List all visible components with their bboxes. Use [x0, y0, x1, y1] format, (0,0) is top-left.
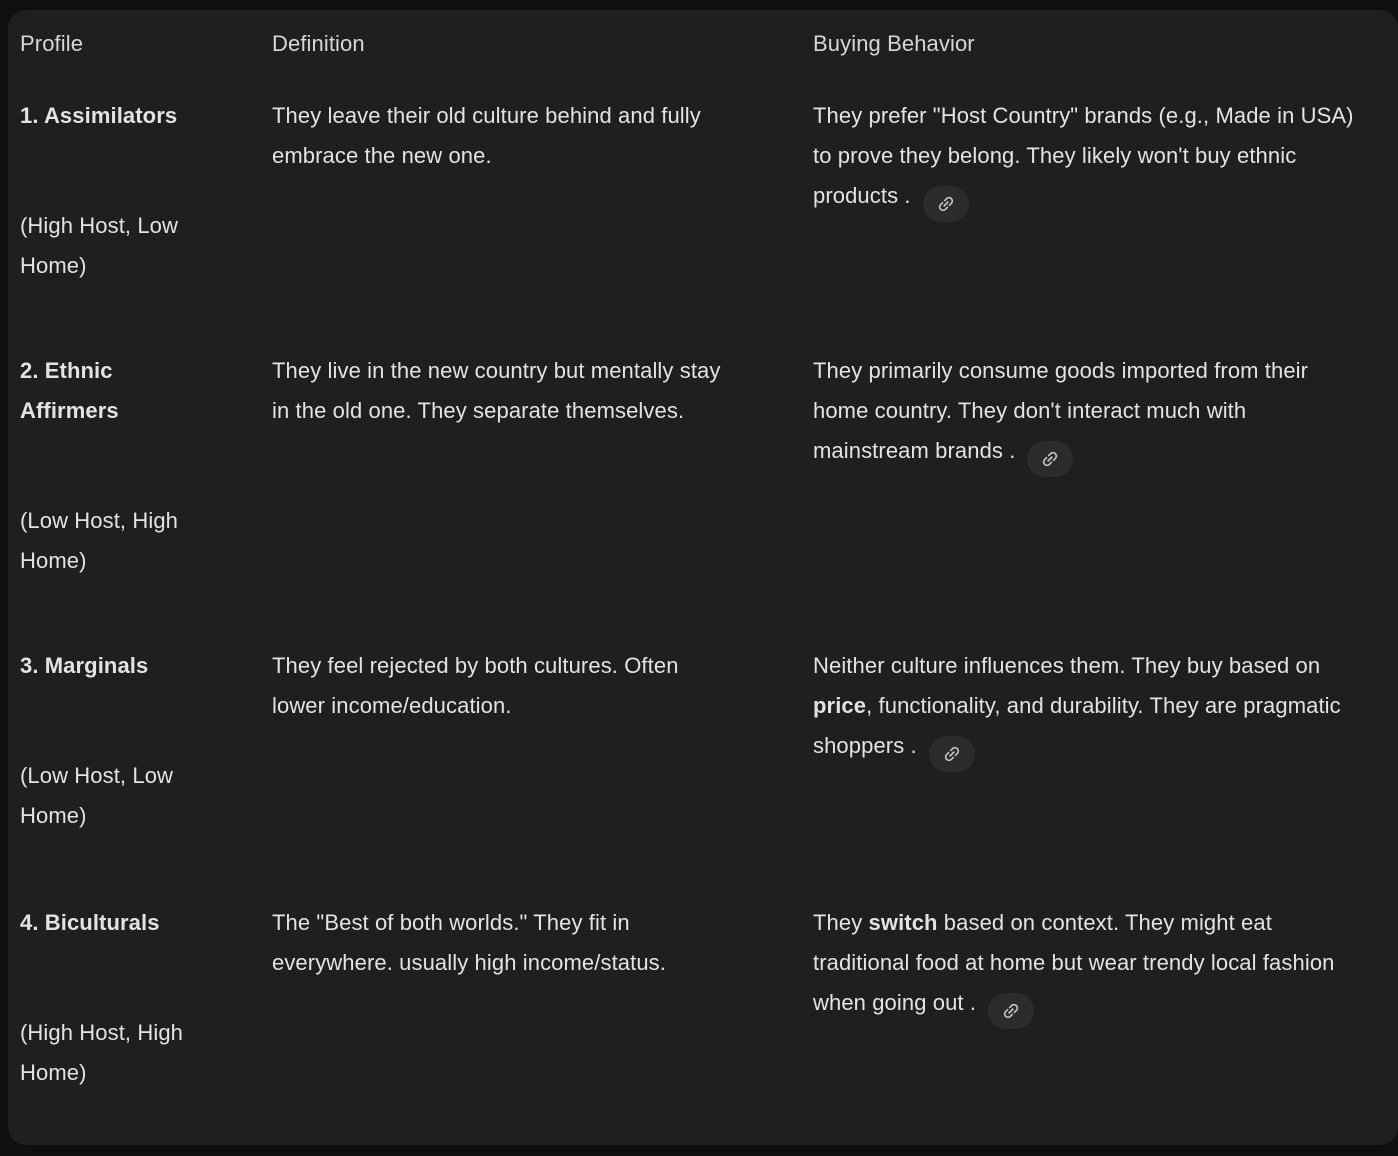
link-icon — [936, 194, 956, 214]
profile-acculturation-level: (High Host, Low Home) — [20, 213, 179, 278]
profile-acculturation-level: (Low Host, High Home) — [20, 508, 179, 573]
buying-behavior-cell — [813, 81, 1398, 336]
buying-behavior-text: They prefer "Host Country" brands (e.g., Made in USA) to prove they belong. They likely won't buy ethnic products . — [813, 103, 1354, 208]
column-header-definition: Definition — [272, 31, 365, 56]
profile-cell — [20, 888, 272, 1145]
column-header-buying-behavior: Buying Behavior — [813, 31, 975, 56]
profile-name: 3. Marginals — [20, 653, 149, 678]
buying-behavior-cell — [813, 888, 1398, 1145]
profile-cell — [20, 631, 272, 888]
table-row — [20, 81, 1398, 336]
citation-link[interactable] — [1027, 441, 1073, 477]
profile-name: 4. Biculturals — [20, 910, 160, 935]
table-header-row — [20, 10, 1398, 81]
buying-behavior-text: They primarily consume goods imported from their home country. They don't interact much with mainstream brands . — [813, 358, 1309, 463]
column-header-profile: Profile — [20, 31, 84, 56]
citation-link[interactable] — [929, 736, 975, 772]
definition-text: They live in the new country but mentally stay in the old one. They separate themselves. — [272, 358, 721, 423]
profile-cell — [20, 81, 272, 336]
table-row — [20, 631, 1398, 888]
buying-behavior-text: They switch based on context. They might eat traditional food at home but wear trendy local fashion when going out . — [813, 910, 1335, 1015]
acculturation-profiles-table — [8, 10, 1398, 1145]
link-icon — [1040, 449, 1060, 469]
profile-name: 1. Assimilators — [20, 103, 178, 128]
citation-link[interactable] — [988, 993, 1034, 1029]
buying-behavior-text: Neither culture influences them. They buy based on price, functionality, and durability. They are pragmatic shoppers . — [813, 653, 1341, 758]
table-row — [20, 888, 1398, 1145]
profile-name: 2. Ethnic Affirmers — [20, 358, 119, 423]
table-row — [20, 336, 1398, 631]
link-icon — [942, 744, 962, 764]
link-icon — [1001, 1001, 1021, 1021]
definition-text: They feel rejected by both cultures. Often lower income/education. — [272, 653, 679, 718]
buying-behavior-cell — [813, 631, 1398, 888]
buying-behavior-cell — [813, 336, 1398, 631]
definition-text: They leave their old culture behind and fully embrace the new one. — [272, 103, 701, 168]
profile-cell — [20, 336, 272, 631]
definition-text: The "Best of both worlds." They fit in everywhere. usually high income/status. — [272, 910, 666, 975]
citation-link[interactable] — [923, 186, 969, 222]
profile-acculturation-level: (Low Host, Low Home) — [20, 763, 174, 828]
profile-acculturation-level: (High Host, High Home) — [20, 1020, 183, 1085]
